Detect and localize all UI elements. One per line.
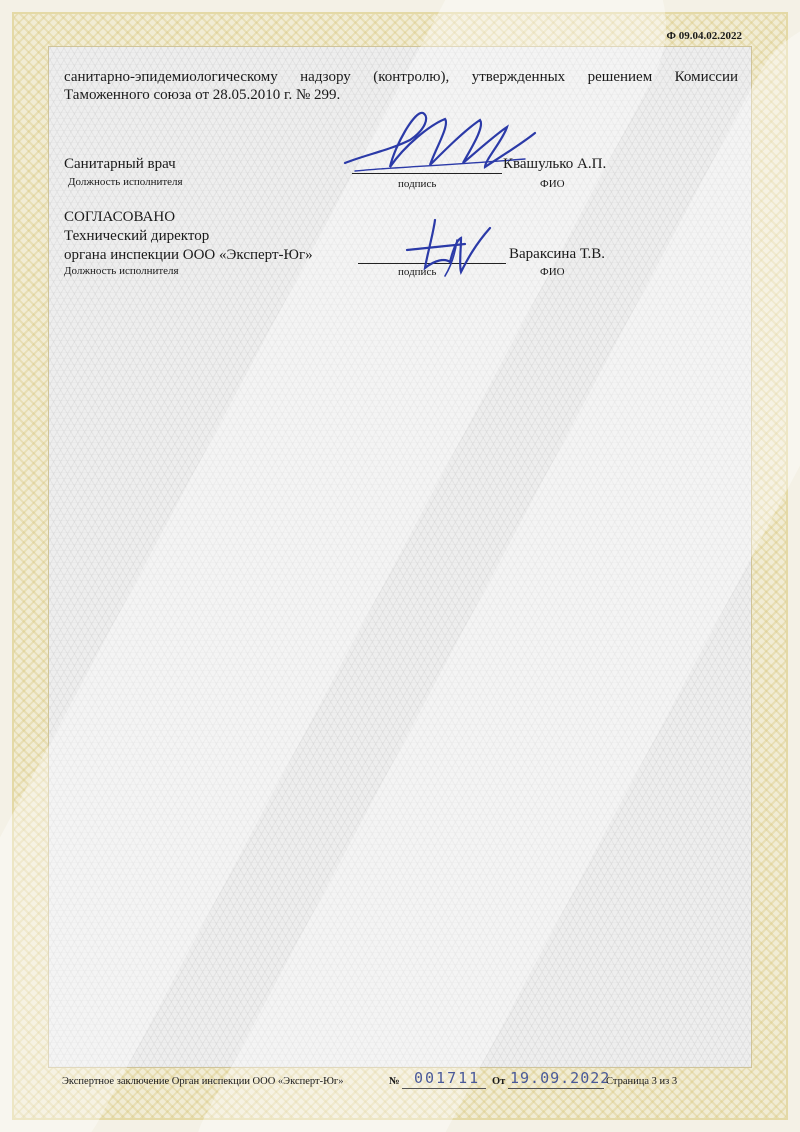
position-title: Санитарный врач	[64, 156, 176, 172]
footer-number-stamp: 001711	[414, 1069, 481, 1087]
name-caption: ФИО	[540, 178, 565, 190]
form-code: Ф 09.04.02.2022	[666, 30, 742, 42]
approver-position-line-1: Технический директор	[64, 228, 210, 244]
security-background	[48, 46, 752, 1068]
name-caption: ФИО	[540, 266, 565, 278]
footer-number-line	[402, 1088, 486, 1089]
approver-position-line-2: органа инспекции ООО «Эксперт-Юг»	[64, 247, 313, 263]
footer-number-label: №	[389, 1076, 400, 1087]
approved-label: СОГЛАСОВАНО	[64, 209, 176, 225]
approver-name: Вараксина Т.В.	[509, 246, 606, 262]
body-text-line-2: Таможенного союза от 28.05.2010 г. № 299.	[64, 87, 341, 103]
signature-caption: подпись	[398, 178, 437, 190]
position-caption: Должность исполнителя	[64, 265, 179, 277]
position-caption: Должность исполнителя	[68, 176, 183, 188]
footer-date-stamp: 19.09.2022	[510, 1069, 611, 1087]
body-text-line-1: санитарно-эпидемиологическому надзору (контролю), утвержденных решением Комиссии	[64, 69, 738, 85]
footer-date-label: От	[492, 1076, 506, 1087]
executor-name: Квашулько А.П.	[503, 156, 607, 172]
footer-document-title: Экспертное заключение Орган инспекции ООО «Эксперт-Юг»	[62, 1076, 344, 1087]
footer-date-line	[508, 1088, 604, 1089]
signature-caption: подпись	[398, 266, 437, 278]
footer-page-label: Страница 3 из 3	[606, 1076, 678, 1087]
